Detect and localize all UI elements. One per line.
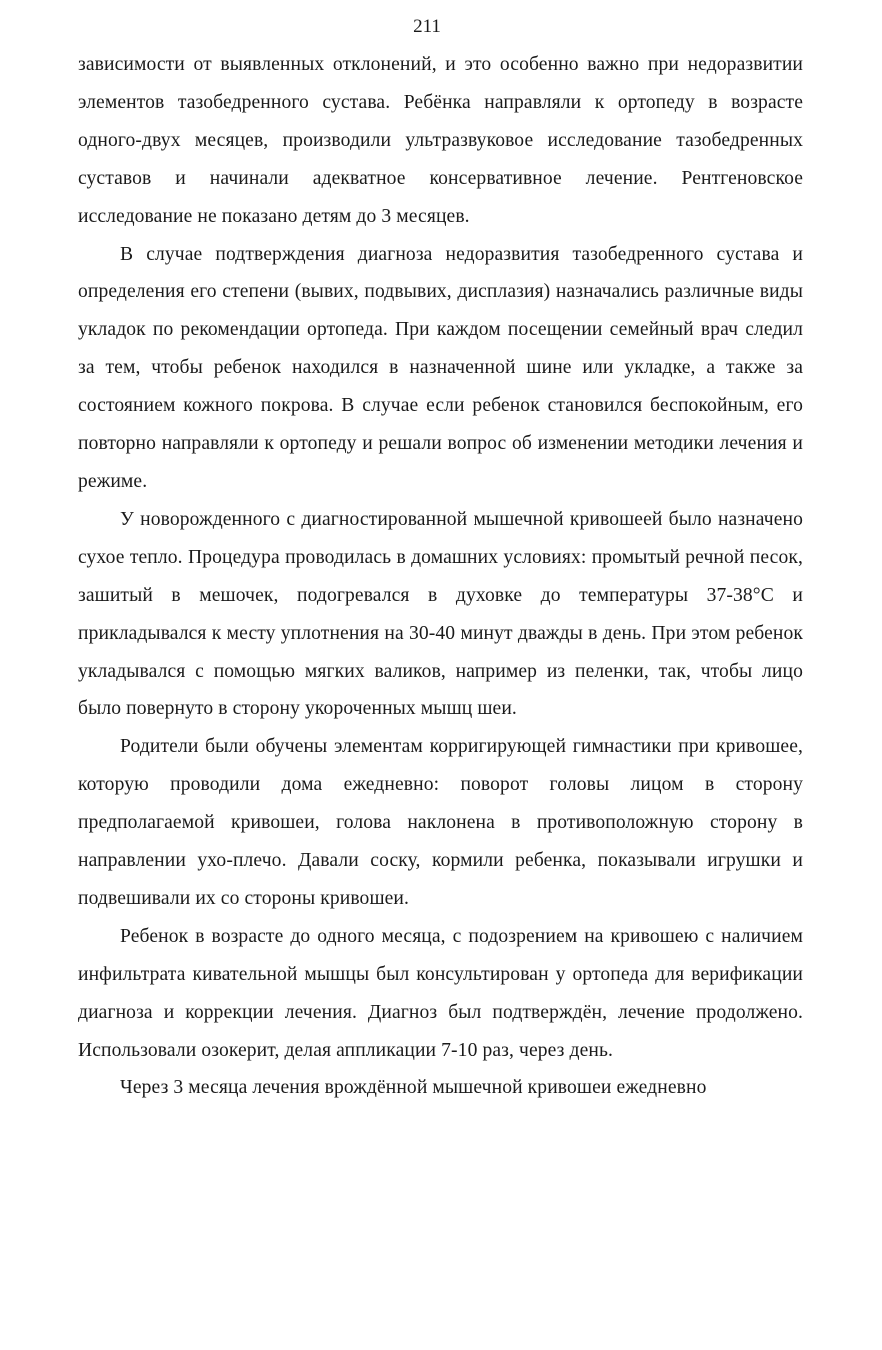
paragraph-2: В случае подтверждения диагноза недоразвития тазобедренного сустава и определения его степени (вывих, подвывих, дисплазия) назначались различные виды укладок по рекомендации ортопеда. При каждом посещении семейный врач следил за тем, чтобы ребенок находился в назначенной шине или укладке, а также за состоянием кожного покрова. В случае если ребенок становился беспокойным, его повторно направляли к ортопеду и решали вопрос об изменении методики лечения и режиме. bbox=[78, 243, 803, 492]
document-body bbox=[78, 46, 803, 1107]
paragraph-1: зависимости от выявленных отклонений, и это особенно важно при недоразвитии элементов тазобедренного сустава. Ребёнка направляли к ортопеду в возрасте одного-двух месяцев, производили ультразвуковое исследование тазобедренных суставов и начинали адекватное консервативное лечение. Рентгеновское исследование не показано детям до 3 месяцев. bbox=[78, 54, 803, 227]
paragraph-3: У новорожденного с диагностированной мышечной кривошеей было назначено сухое тепло. Процедура проводилась в домашних условиях: промытый речной песок, зашитый в мешочек, подогревался в духовке до температуры 37-38°С и прикладывался к месту уплотнения на 30-40 минут дважды в день. При этом ребенок укладывался с помощью мягких валиков, например из пеленки, так, чтобы лицо было повернуто в сторону укороченных мышц шеи. bbox=[78, 508, 803, 720]
paragraph-4: Родители были обучены элементам корригирующей гимнастики при кривошее, которую проводили дома ежедневно: поворот головы лицом в сторону предполагаемой кривошеи, голова наклонена в противоположную сторону в направлении ухо-плечо. Давали соску, кормили ребенка, показывали игрушки и подвешивали их со стороны кривошеи. bbox=[78, 736, 803, 909]
page-number: 211 bbox=[413, 16, 441, 37]
paragraph-6: Через 3 месяца лечения врождённой мышечной кривошеи ежедневно bbox=[120, 1077, 707, 1099]
paragraph-5: Ребенок в возрасте до одного месяца, с подозрением на кривошею с наличием инфильтрата кивательной мышцы был консультирован у ортопеда для верификации диагноза и коррекции лечения. Диагноз был подтверждён, лечение продолжено. Использовали озокерит, делая аппликации 7-10 раз, через день. bbox=[78, 925, 803, 1061]
